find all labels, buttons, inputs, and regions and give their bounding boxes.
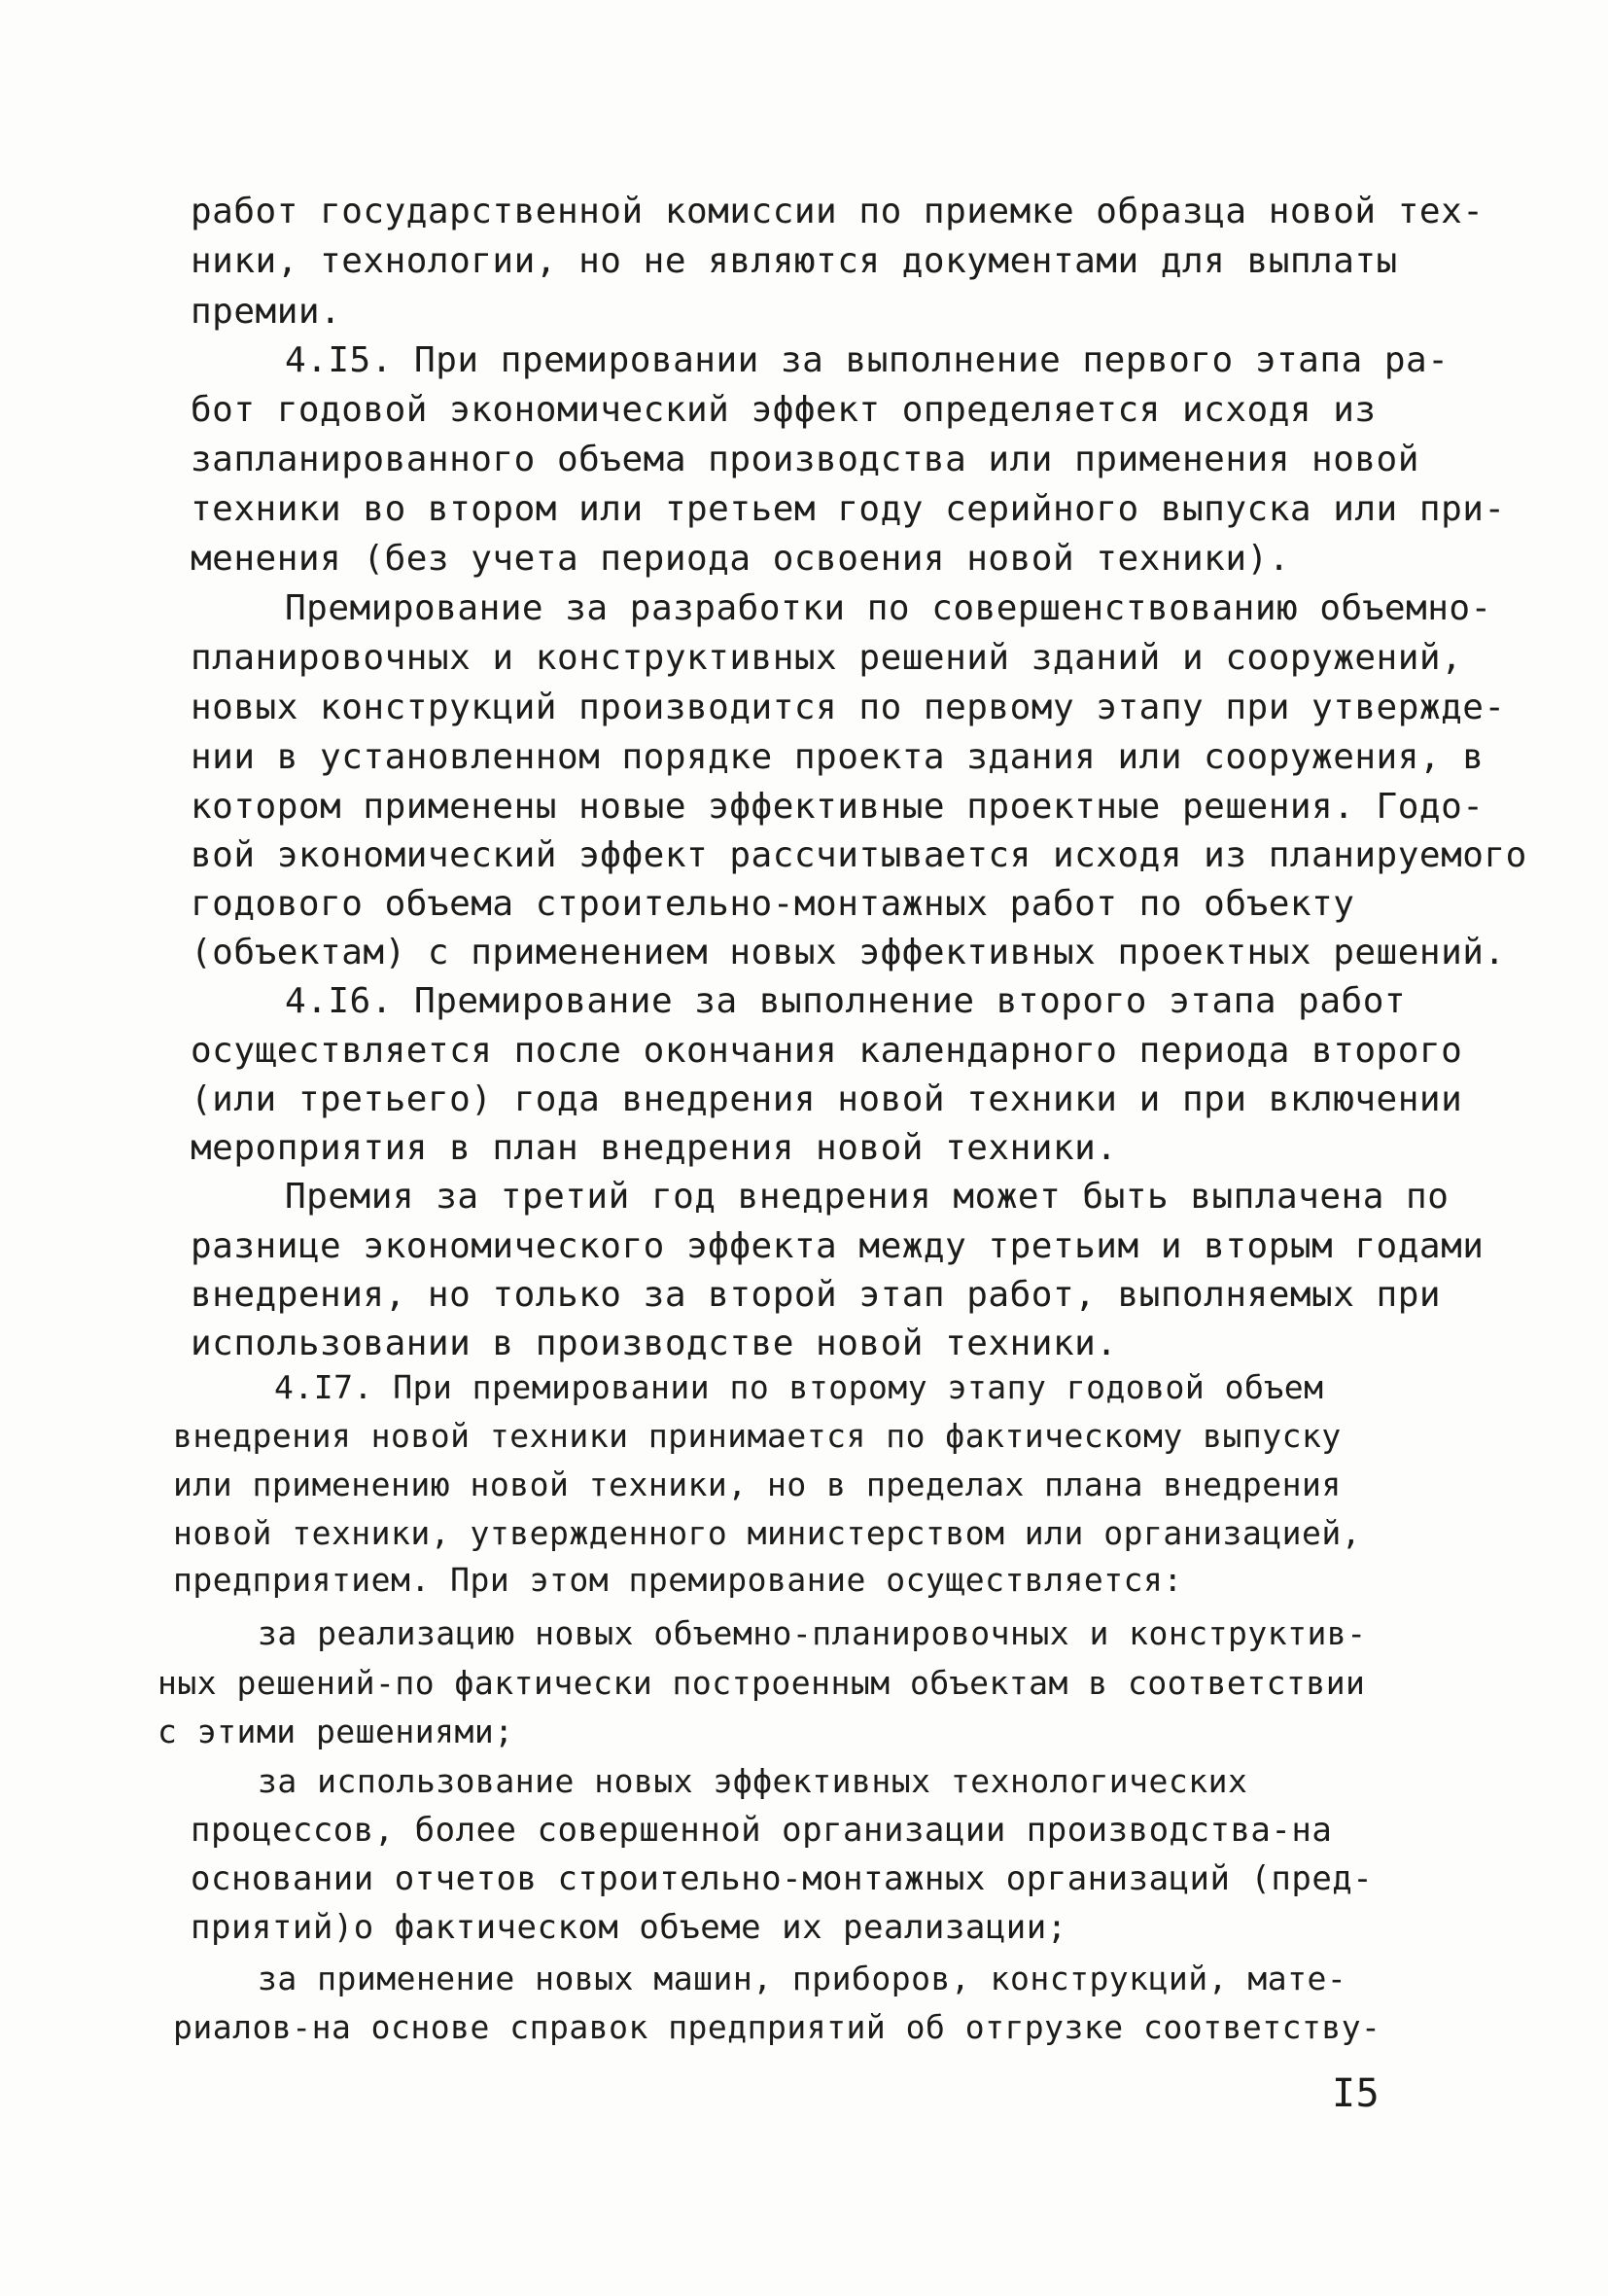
text-line: бот годовой экономический эффект определяется исходя из [191,390,1377,430]
text-line: основании отчетов строительно-монтажных организаций (пред- [191,1859,1374,1898]
text-line: менения (без учета периода освоения новой техники). [191,539,1290,579]
text-line: Премия за третий год внедрения может быть выплачена по [285,1177,1450,1217]
text-line: использовании в производстве новой техники. [191,1324,1118,1363]
text-line: приятий)о фактическом объеме их реализации; [191,1908,1067,1947]
text-line: мероприятия в план внедрения новой техники. [191,1128,1118,1168]
text-line: новой техники, утвержденного министерством или организацией, [173,1514,1362,1552]
text-line: нии в установленном порядке проекта здания или сооружения, в [191,737,1485,777]
text-line: риалов-на основе справок предприятий об отгрузке соответству- [173,2008,1381,2046]
text-line: с этими решениями; [157,1713,514,1750]
text-line: за реализацию новых объемно-планировочных и конструктив- [258,1614,1367,1652]
text-line: внедрения, но только за второй этап работ, выполняемых при [191,1275,1442,1315]
text-line: (объектам) с применением новых эффективных проектных решений. [191,933,1506,972]
text-line: за применение новых машин, приборов, конструкций, мате- [258,1960,1347,1997]
text-line: планировочных и конструктивных решений зданий и сооружений, [191,638,1463,678]
text-line: разнице экономического эффекта между третьим и вторым годами [191,1226,1485,1266]
page-number: I5 [1332,2071,1381,2116]
text-line: или применению новой техники, но в пределах плана внедрения [173,1466,1342,1503]
text-line: внедрения новой техники принимается по фактическому выпуску [173,1417,1342,1455]
text-line: премии. [191,292,342,332]
text-line: новых конструкций производится по первому этапу при утвержде- [191,688,1506,727]
text-line: Премирование за разработки по совершенствованию объемно- [285,588,1492,628]
text-line: запланированного объема производства или применения новой [191,440,1419,479]
text-line: 4.I5. При премировании за выполнение первого этапа ра- [285,340,1450,380]
text-line: предприятием. При этом премирование осуществляется: [173,1561,1183,1599]
text-line: за использование новых эффективных технологических [258,1762,1248,1800]
text-line: 4.I6. Премирование за выполнение второго этапа работ [285,981,1407,1021]
text-line: работ государственной комиссии по приемке образца новой тех- [191,192,1485,231]
text-line: годового объема строительно-монтажных работ по объекту [191,884,1355,924]
text-line: осуществляется после окончания календарного периода второго [191,1031,1463,1071]
text-line: ных решений-по фактически построенным объектам в соответствии [157,1664,1366,1702]
text-line: техники во втором или третьем году серийного выпуска или при- [191,489,1506,529]
text-line: котором применены новые эффективные проектные решения. Годо- [191,787,1485,827]
text-line: процессов, более совершенной организации производства-на [191,1811,1333,1850]
text-line: 4.I7. При премировании по второму этапу годовой объем [274,1368,1324,1406]
text-line: ники, технологии, но не являются документами для выплаты [191,241,1398,281]
text-line: (или третьего) года внедрения новой техники и при включении [191,1079,1463,1119]
text-line: вой экономический эффект рассчитывается исходя из планируемого [191,835,1527,875]
